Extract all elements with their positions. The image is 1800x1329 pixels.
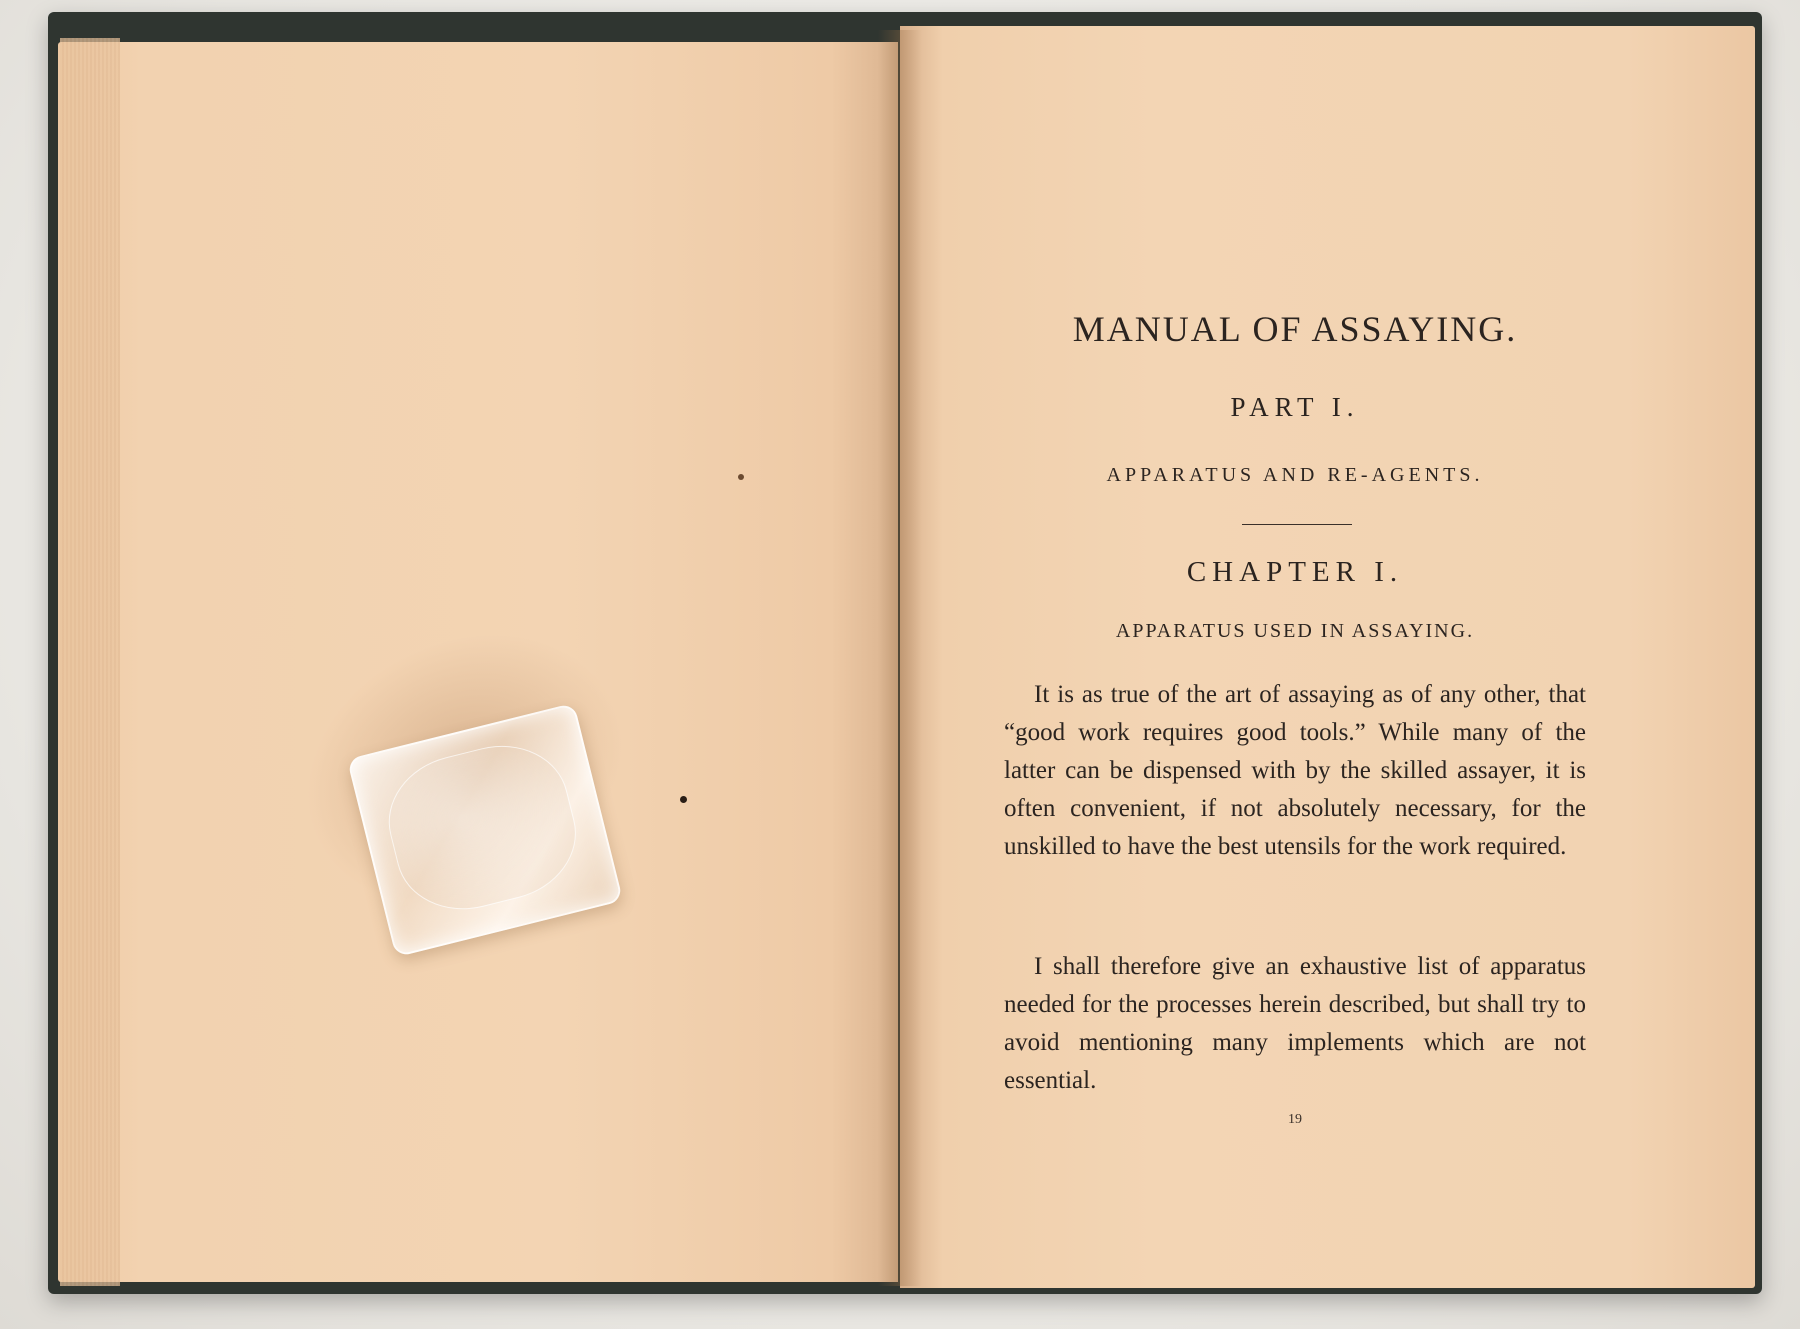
paper-speck — [738, 474, 744, 480]
body-paragraph-1 — [1004, 676, 1586, 866]
paragraph-1-text: is as true of the art of assaying as of any other, that “good work requires good tools.” While many of the latter can be dispensed with by the skilled assayer, it is often convenient, if not absolutely necessary, for the unskilled to have the best utensils for the work required. — [1004, 681, 1586, 860]
section-divider — [1242, 524, 1352, 525]
chapter-subtitle: APPARATUS USED IN ASSAYING. — [1115, 620, 1475, 642]
book-gutter — [878, 30, 922, 1286]
chapter-heading: CHAPTER I. — [1186, 556, 1404, 588]
left-page-edges — [60, 38, 120, 1286]
page-number: 19 — [1288, 1112, 1302, 1127]
paper-speck — [680, 796, 687, 803]
glass-weight-lens — [375, 731, 589, 924]
paragraph-lead-word: It — [1034, 681, 1050, 708]
body-paragraph-2: I shall therefore give an exhaustive list of apparatus needed for the processes herein described, but shall try to avoid mentioning many implements which are not essential. — [1004, 953, 1586, 1094]
book-title: MANUAL OF ASSAYING. — [1072, 309, 1518, 349]
part-heading: PART I. — [1230, 392, 1360, 422]
part-subtitle: APPARATUS AND RE-AGENTS. — [1106, 464, 1484, 486]
